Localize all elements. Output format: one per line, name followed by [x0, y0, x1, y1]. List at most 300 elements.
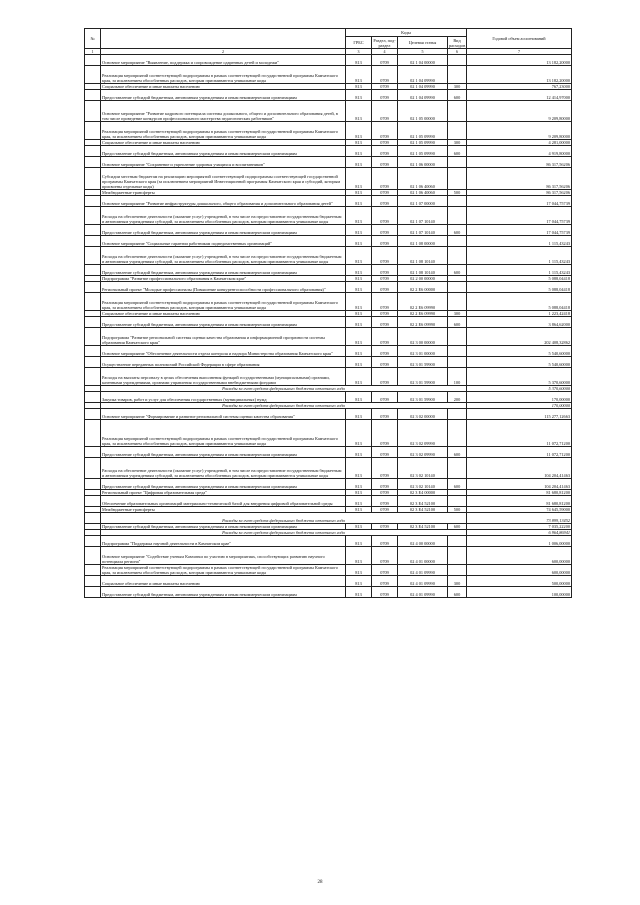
- table-row: [85, 458, 572, 479]
- row-tselevaya: 02 1 08 10140: [398, 265, 448, 276]
- budget-table: [84, 28, 572, 598]
- row-name: Обеспечение образовательных организаций материально-технической базой для внедрения цифровой образовательной среды: [101, 496, 346, 507]
- row-amount: 6 964,86941: [467, 530, 572, 536]
- row-tselevaya: 02 1 05 09990: [398, 122, 448, 140]
- col-num: 5: [398, 49, 448, 55]
- row-num: [85, 392, 101, 403]
- row-grbs: 813: [346, 236, 372, 247]
- row-grbs: 813: [346, 146, 372, 157]
- row-num: [85, 565, 101, 576]
- row-razdel: 0709: [372, 293, 398, 311]
- row-razdel: 0709: [372, 547, 398, 565]
- row-note: Расходы за счет средств федерального бюджета отчетного года: [101, 403, 467, 409]
- row-tselevaya: 02 3 01 59900: [398, 368, 448, 386]
- row-amount: 81 680,81200: [467, 490, 572, 496]
- row-razdel: 0709: [372, 458, 398, 479]
- row-vid: [448, 547, 467, 565]
- table-note-row: [85, 513, 572, 524]
- row-num: [85, 458, 101, 479]
- row-amount: 104 204,41463: [467, 479, 572, 490]
- row-name: Реализация мероприятий соответствующей подпрограммы в рамках соответствующей государственной программы Камчатского края, за исключением обособленных расходов, которым присваиваются уникальные коды: [101, 565, 346, 576]
- row-note: Расходы за счет средств федерального бюджета отчетного года: [101, 513, 467, 524]
- row-name: Осуществление переданных полномочий Российской Федерации в сфере образования: [101, 357, 346, 368]
- row-name: Основное мероприятие "Сохранение и укрепление здоровья учащихся и воспитанников": [101, 157, 346, 168]
- row-num: [85, 547, 101, 565]
- row-razdel: 0709: [372, 587, 398, 598]
- row-name: Реализация мероприятий соответствующей подпрограммы в рамках соответствующей государственной программы Камчатского края, за исключением обособленных расходов, которым присваиваются уникальные коды: [101, 420, 346, 447]
- row-grbs: 813: [346, 458, 372, 479]
- row-amount: 1 223,42418: [467, 311, 572, 317]
- row-note: Расходы за счет средств федерального бюджета отчетного года: [101, 386, 467, 392]
- row-name: Социальное обеспечение и иные выплаты населению: [101, 576, 346, 587]
- row-grbs: 813: [346, 196, 372, 207]
- row-vid: [448, 293, 467, 311]
- row-name: Социальное обеспечение и иные выплаты населению: [101, 84, 346, 90]
- row-name: Субсидии местным бюджетам на реализацию мероприятий соответствующей подпрограммы соответствующей государственной программы Камчатского края (за исключением мероприятий Инвестиционной программы Камчатского края и субсидий, которым присвоены отдельные коды): [101, 168, 346, 190]
- row-tselevaya: 02 3 02 09990: [398, 447, 448, 458]
- row-razdel: 0709: [372, 357, 398, 368]
- row-amount: 4 281,00000: [467, 140, 572, 146]
- row-num: [85, 207, 101, 225]
- row-amount: 4 919,80000: [467, 146, 572, 157]
- row-tselevaya: 02 1 04 09990: [398, 84, 448, 90]
- row-grbs: 813: [346, 122, 372, 140]
- row-razdel: 0709: [372, 565, 398, 576]
- row-razdel: 0709: [372, 420, 398, 447]
- row-tselevaya: 02 1 04 00000: [398, 55, 448, 66]
- row-num: [85, 225, 101, 236]
- row-name: Основное мероприятие "Содействие ученым Камчатки по участию в мероприятиях, способствующих развитию научного потенциала региона": [101, 547, 346, 565]
- table-row: [85, 196, 572, 207]
- row-name: Предоставление субсидий бюджетным, автономным учреждениям и иным некоммерческим организациям: [101, 265, 346, 276]
- row-tselevaya: 02 4 00 00000: [398, 536, 448, 547]
- row-grbs: 813: [346, 317, 372, 328]
- row-vid: [448, 420, 467, 447]
- row-grbs: 813: [346, 447, 372, 458]
- table-row: [85, 357, 572, 368]
- row-num: [85, 420, 101, 447]
- row-name: Основное мероприятие "Развитие инфраструктуры дошкольного, общего образования и дополнительного образования детей": [101, 196, 346, 207]
- row-grbs: 813: [346, 276, 372, 282]
- row-tselevaya: 02 1 05 09990: [398, 140, 448, 146]
- table-row: [85, 122, 572, 140]
- row-name: Закупка товаров, работ и услуг для обеспечения государственных (муниципальных) нужд: [101, 392, 346, 403]
- row-name: Основное мероприятие "Социальные гарантии работникам подведомственных организаций": [101, 236, 346, 247]
- row-amount: 3 864,62000: [467, 317, 572, 328]
- row-vid: [448, 168, 467, 190]
- row-vid: 600: [448, 90, 467, 101]
- row-amount: 202 408,32862: [467, 328, 572, 346]
- col-num: 4: [372, 49, 398, 55]
- row-num: [85, 447, 101, 458]
- row-num: [85, 55, 101, 66]
- row-tselevaya: 02 1 07 10140: [398, 225, 448, 236]
- row-razdel: 0709: [372, 90, 398, 101]
- row-razdel: 0709: [372, 101, 398, 122]
- row-name: Межбюджетные трансферты: [101, 507, 346, 513]
- row-vid: [448, 207, 467, 225]
- col-num: 7: [467, 49, 572, 55]
- row-vid: [448, 282, 467, 293]
- row-vid: [448, 565, 467, 576]
- row-name: Реализация мероприятий соответствующей подпрограммы в рамках соответствующей государственной программы Камчатского края, за исключением обособленных расходов, которым присваиваются уникальные коды: [101, 66, 346, 84]
- row-vid: 500: [448, 190, 467, 196]
- row-grbs: 813: [346, 157, 372, 168]
- table-row: [85, 587, 572, 598]
- row-vid: 300: [448, 140, 467, 146]
- header-tselevaya: Целевая статья: [398, 37, 448, 49]
- row-num: [85, 90, 101, 101]
- row-grbs: 813: [346, 190, 372, 196]
- row-name: Подпрограмма "Развитие профессионального образования в Камчатском крае": [101, 276, 346, 282]
- row-razdel: 0709: [372, 392, 398, 403]
- row-grbs: 813: [346, 265, 372, 276]
- row-amount: 9 209,80000: [467, 122, 572, 140]
- row-razdel: 0709: [372, 236, 398, 247]
- table-row: [85, 146, 572, 157]
- row-razdel: 0709: [372, 190, 398, 196]
- row-grbs: 813: [346, 536, 372, 547]
- row-tselevaya: 02 3 Е4 00000: [398, 490, 448, 496]
- row-razdel: 0709: [372, 346, 398, 357]
- row-amount: 5 540,60000: [467, 357, 572, 368]
- row-num: [85, 587, 101, 598]
- row-razdel: 0709: [372, 496, 398, 507]
- table-row: [85, 536, 572, 547]
- row-vid: [448, 101, 467, 122]
- row-name: Основное мероприятие "Формирование и развитие региональной системы оценки качества образования": [101, 409, 346, 420]
- row-grbs: 813: [346, 328, 372, 346]
- row-name: Социальное обеспечение и иные выплаты населению: [101, 140, 346, 146]
- row-razdel: 0709: [372, 368, 398, 386]
- table-row: [85, 55, 572, 66]
- row-name: Расходы на обеспечение деятельности (оказание услуг) учреждений, в том числе на предоставление государственным бюджетным и автономным учреждениям субсидий, за исключением обособленных расходов, которым присваиваются уникальные коды: [101, 207, 346, 225]
- row-amount: 5 370,60000: [467, 368, 572, 386]
- row-amount: 17 044,75739: [467, 196, 572, 207]
- row-amount: 17 044,75739: [467, 207, 572, 225]
- header-razdel: Раздел, под-раздел: [373, 37, 396, 48]
- row-vid: 300: [448, 84, 467, 90]
- header-codes: Коды: [346, 29, 467, 37]
- row-tselevaya: 02 2 Е6 09990: [398, 317, 448, 328]
- row-vid: [448, 196, 467, 207]
- row-amount: 13 182,20000: [467, 55, 572, 66]
- table-row: [85, 420, 572, 447]
- row-num: [85, 368, 101, 386]
- row-tselevaya: 02 1 07 00000: [398, 196, 448, 207]
- row-amount: 81 680,81200: [467, 496, 572, 507]
- row-vid: 600: [448, 225, 467, 236]
- row-amount: 1 115,43243: [467, 265, 572, 276]
- row-num: [85, 157, 101, 168]
- row-tselevaya: 02 3 Е4 52100: [398, 496, 448, 507]
- table-row: [85, 247, 572, 265]
- row-name: Основное мероприятие "Обеспечение деятельности отдела контроля и надзора Министерства образования Камчатского края": [101, 346, 346, 357]
- table-row: [85, 265, 572, 276]
- table-row: [85, 317, 572, 328]
- table-row: [85, 328, 572, 346]
- table-row: [85, 101, 572, 122]
- row-amount: 1 006,00000: [467, 536, 572, 547]
- row-num: [85, 282, 101, 293]
- row-razdel: 0709: [372, 55, 398, 66]
- row-grbs: 813: [346, 420, 372, 447]
- row-vid: [448, 157, 467, 168]
- row-grbs: 813: [346, 293, 372, 311]
- table-body: [85, 55, 572, 598]
- row-razdel: 0709: [372, 282, 398, 293]
- row-vid: 600: [448, 447, 467, 458]
- row-razdel: 0709: [372, 447, 398, 458]
- row-razdel: 0709: [372, 490, 398, 496]
- row-grbs: 813: [346, 524, 372, 530]
- row-name: Предоставление субсидий бюджетным, автономным учреждениям и иным некоммерческим организациям: [101, 225, 346, 236]
- row-grbs: 813: [346, 346, 372, 357]
- row-grbs: 813: [346, 282, 372, 293]
- row-tselevaya: 02 3 Е4 52100: [398, 524, 448, 530]
- row-tselevaya: 02 2 Е6 09990: [398, 293, 448, 311]
- row-vid: 600: [448, 146, 467, 157]
- row-amount: 5 370,60000: [467, 386, 572, 392]
- row-tselevaya: 02 3 01 59900: [398, 357, 448, 368]
- row-razdel: 0709: [372, 196, 398, 207]
- row-amount: 86 317,56206: [467, 190, 572, 196]
- row-num: [85, 168, 101, 190]
- row-name: Реализация мероприятий соответствующей подпрограммы в рамках соответствующей государственной программы Камчатского края, за исключением обособленных расходов, которым присваиваются уникальные коды: [101, 293, 346, 311]
- row-grbs: 813: [346, 207, 372, 225]
- row-razdel: 0709: [372, 265, 398, 276]
- row-tselevaya: 02 2 Е6 00000: [398, 282, 448, 293]
- row-tselevaya: 02 1 06 40060: [398, 168, 448, 190]
- row-tselevaya: 02 3 02 10140: [398, 479, 448, 490]
- row-amount: 9 209,80000: [467, 101, 572, 122]
- row-tselevaya: 02 3 01 59900: [398, 392, 448, 403]
- row-vid: 600: [448, 265, 467, 276]
- row-tselevaya: 02 4 01 09990: [398, 576, 448, 587]
- row-amount: 5 088,04418: [467, 282, 572, 293]
- table-row: [85, 293, 572, 311]
- row-razdel: 0709: [372, 157, 398, 168]
- row-razdel: 0709: [372, 317, 398, 328]
- row-amount: 11 072,71200: [467, 420, 572, 447]
- row-name: Региональный проект "Молодые профессионалы (Повышение конкурентоспособности профессионального образования)": [101, 282, 346, 293]
- row-grbs: 813: [346, 168, 372, 190]
- row-grbs: 813: [346, 547, 372, 565]
- row-razdel: 0709: [372, 168, 398, 190]
- row-amount: 86 317,56206: [467, 168, 572, 190]
- row-razdel: 0709: [372, 140, 398, 146]
- row-name: Расходы на выплаты персоналу в целях обеспечения выполнения функций государственными (муниципальными) органами, казенными учреждениями, органами управления государственными внебюджетными фондами: [101, 368, 346, 386]
- row-num: [85, 496, 101, 507]
- row-amount: 115 277,12663: [467, 409, 572, 420]
- row-name: Предоставление субсидий бюджетным, автономным учреждениям и иным некоммерческим организациям: [101, 146, 346, 157]
- row-tselevaya: 02 1 07 10140: [398, 207, 448, 225]
- table-row: [85, 66, 572, 84]
- row-grbs: 813: [346, 247, 372, 265]
- header-num: №: [85, 29, 101, 49]
- row-razdel: 0709: [372, 524, 398, 530]
- row-amount: 74 645,59000: [467, 507, 572, 513]
- row-vid: [448, 346, 467, 357]
- row-tselevaya: 02 1 08 10140: [398, 247, 448, 265]
- row-tselevaya: 02 2 00 00000: [398, 276, 448, 282]
- row-vid: [448, 328, 467, 346]
- row-vid: 200: [448, 392, 467, 403]
- row-vid: [448, 55, 467, 66]
- row-grbs: 813: [346, 490, 372, 496]
- row-tselevaya: 02 3 02 00000: [398, 409, 448, 420]
- row-vid: [448, 66, 467, 84]
- row-amount: 17 044,75739: [467, 225, 572, 236]
- row-amount: 100,00000: [467, 587, 572, 598]
- row-amount: 13 182,20000: [467, 66, 572, 84]
- col-num: 1: [85, 49, 101, 55]
- row-num: [85, 146, 101, 157]
- row-vid: 100: [448, 368, 467, 386]
- row-num: [85, 247, 101, 265]
- row-tselevaya: 02 1 08 00000: [398, 236, 448, 247]
- row-grbs: 813: [346, 496, 372, 507]
- table-row: [85, 282, 572, 293]
- row-razdel: 0709: [372, 276, 398, 282]
- table-row: [85, 547, 572, 565]
- col-num: 2: [101, 49, 346, 55]
- row-razdel: 0709: [372, 409, 398, 420]
- row-tselevaya: 02 2 Е6 09990: [398, 311, 448, 317]
- row-vid: [448, 496, 467, 507]
- row-tselevaya: 02 4 01 09990: [398, 587, 448, 598]
- row-name: Основное мероприятие "Выявление, поддержка и сопровождение одаренных детей и молодежи": [101, 55, 346, 66]
- row-amount: 7 035,22200: [467, 524, 572, 530]
- table-row: [85, 168, 572, 190]
- row-tselevaya: 02 3 00 00000: [398, 328, 448, 346]
- row-name: Подпрограмма "Развитие региональной системы оценки качества образования и информационной прозрачности системы образования Камчатского края": [101, 328, 346, 346]
- row-amount: 600,00000: [467, 565, 572, 576]
- row-name: Предоставление субсидий бюджетным, автономным учреждениям и иным некоммерческим организациям: [101, 447, 346, 458]
- row-grbs: 813: [346, 140, 372, 146]
- header-vid: Вид расходов: [449, 37, 466, 48]
- row-amount: 104 204,41463: [467, 458, 572, 479]
- row-amount: 600,00000: [467, 547, 572, 565]
- row-amount: 5 088,04418: [467, 276, 572, 282]
- row-grbs: 813: [346, 55, 372, 66]
- row-name: Подпрограмма "Поддержка научной деятельности в Камчатском крае": [101, 536, 346, 547]
- row-tselevaya: 02 1 04 09990: [398, 66, 448, 84]
- row-razdel: 0709: [372, 311, 398, 317]
- row-tselevaya: 02 4 01 09990: [398, 565, 448, 576]
- row-num: [85, 357, 101, 368]
- row-vid: [448, 247, 467, 265]
- table-row: [85, 565, 572, 576]
- row-amount: 73 899,13452: [467, 513, 572, 524]
- row-grbs: 813: [346, 90, 372, 101]
- col-num: 6: [448, 49, 467, 55]
- row-razdel: 0709: [372, 328, 398, 346]
- row-grbs: 813: [346, 225, 372, 236]
- row-amount: 500,00000: [467, 576, 572, 587]
- table-row: [85, 392, 572, 403]
- row-grbs: 813: [346, 311, 372, 317]
- row-vid: [448, 458, 467, 479]
- row-tselevaya: 02 1 05 09990: [398, 146, 448, 157]
- row-amount: 12 414,97000: [467, 90, 572, 101]
- row-tselevaya: 02 4 01 00000: [398, 547, 448, 565]
- row-num: [85, 265, 101, 276]
- row-razdel: 0709: [372, 122, 398, 140]
- row-amount: 11 072,71200: [467, 447, 572, 458]
- row-grbs: 813: [346, 392, 372, 403]
- row-grbs: 813: [346, 357, 372, 368]
- row-num: [85, 317, 101, 328]
- table-row: [85, 576, 572, 587]
- row-razdel: 0709: [372, 84, 398, 90]
- row-name: Межбюджетные трансферты: [101, 190, 346, 196]
- row-razdel: 0709: [372, 507, 398, 513]
- row-vid: [448, 122, 467, 140]
- table-row: [85, 236, 572, 247]
- table-row: [85, 225, 572, 236]
- row-tselevaya: 02 3 02 09990: [398, 420, 448, 447]
- row-name: Предоставление субсидий бюджетным, автономным учреждениям и иным некоммерческим организациям: [101, 524, 346, 530]
- row-name: Предоставление субсидий бюджетным, автономным учреждениям и иным некоммерческим организациям: [101, 90, 346, 101]
- row-amount: 170,00000: [467, 403, 572, 409]
- row-amount: 170,00000: [467, 392, 572, 403]
- row-vid: 500: [448, 507, 467, 513]
- row-razdel: 0709: [372, 247, 398, 265]
- row-num: [85, 513, 101, 524]
- row-grbs: 813: [346, 66, 372, 84]
- row-amount: 1 115,43243: [467, 247, 572, 265]
- row-grbs: 813: [346, 507, 372, 513]
- row-num: [85, 346, 101, 357]
- header-name: [101, 29, 346, 49]
- row-vid: 300: [448, 576, 467, 587]
- row-grbs: 813: [346, 84, 372, 90]
- table-row: [85, 207, 572, 225]
- table-row: [85, 496, 572, 507]
- row-num: [85, 196, 101, 207]
- row-num: [85, 409, 101, 420]
- table-row: [85, 409, 572, 420]
- row-grbs: 813: [346, 409, 372, 420]
- row-name: Социальное обеспечение и иные выплаты населению: [101, 311, 346, 317]
- row-name: Расходы на обеспечение деятельности (оказание услуг) учреждений, в том числе на предоставление государственным бюджетным и автономным учреждениям субсидий, за исключением обособленных расходов, которым присваиваются уникальные коды: [101, 458, 346, 479]
- table-row: [85, 157, 572, 168]
- row-note: Расходы за счет средств федерального бюджета отчетного года: [101, 530, 467, 536]
- row-vid: 600: [448, 587, 467, 598]
- row-grbs: 813: [346, 368, 372, 386]
- row-tselevaya: 02 3 01 00000: [398, 346, 448, 357]
- row-amount: 767,23000: [467, 84, 572, 90]
- row-tselevaya: 02 3 Е4 52100: [398, 507, 448, 513]
- table-row: [85, 368, 572, 386]
- row-razdel: 0709: [372, 536, 398, 547]
- row-num: [85, 479, 101, 490]
- row-name: Основное мероприятие "Развитие кадрового потенциала системы дошкольного, общего и дополнительного образования детей, в том числе проведение конкурсов профессионального мастерства педагогических работников": [101, 101, 346, 122]
- row-tselevaya: 02 1 05 00000: [398, 101, 448, 122]
- row-razdel: 0709: [372, 479, 398, 490]
- row-name: Региональный проект "Цифровая образовательная среда": [101, 490, 346, 496]
- row-grbs: 813: [346, 565, 372, 576]
- col-num: 3: [346, 49, 372, 55]
- row-razdel: 0709: [372, 66, 398, 84]
- row-num: [85, 536, 101, 547]
- row-amount: 86 317,56206: [467, 157, 572, 168]
- row-vid: [448, 536, 467, 547]
- row-num: [85, 293, 101, 311]
- row-num: [85, 328, 101, 346]
- row-name: Реализация мероприятий соответствующей подпрограммы в рамках соответствующей государственной программы Камчатского края, за исключением обособленных расходов, которым присваиваются уникальные коды: [101, 122, 346, 140]
